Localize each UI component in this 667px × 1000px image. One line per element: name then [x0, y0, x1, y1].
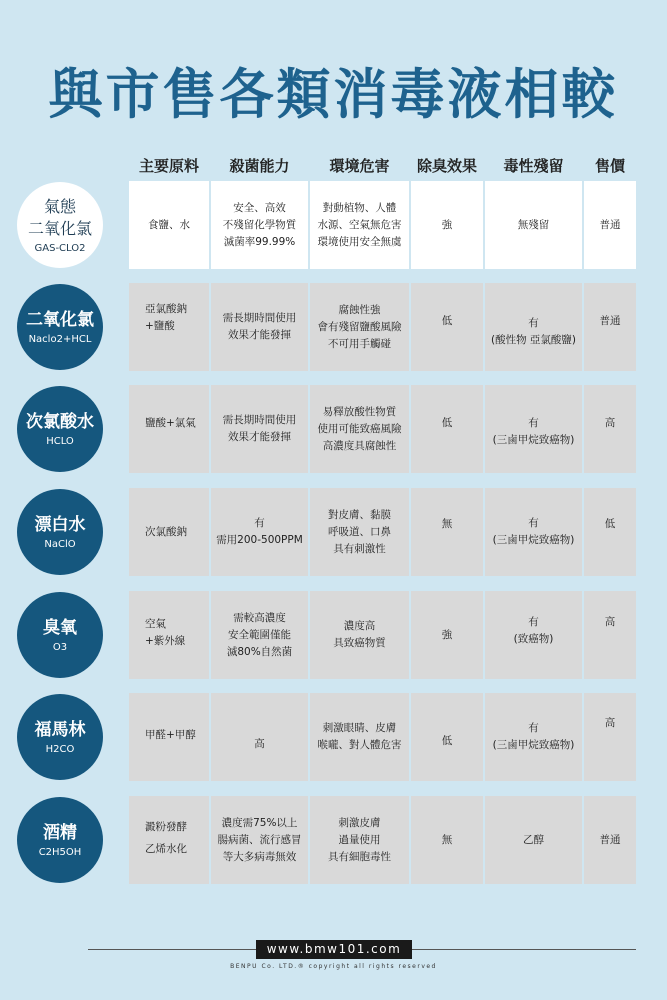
- header-main-ingredients: 主要原料: [138, 157, 199, 175]
- product-circle: [17, 182, 103, 268]
- cell-deodorize: 低: [411, 693, 483, 781]
- cell-ingredients: 亞氯酸鈉 +鹽酸: [129, 283, 209, 371]
- header-toxic-residue: 毒性殘留: [503, 157, 564, 175]
- header-deodorize: 除臭效果: [416, 157, 477, 175]
- cell-environment: 腐蝕性強 會有殘留鹽酸風險 不可用手觸碰: [310, 283, 409, 371]
- product-name: 臭氧: [43, 618, 77, 638]
- table-header: [0, 155, 667, 179]
- header-environment: 環境危害: [329, 157, 390, 175]
- cell-ingredients: 鹽酸+氯氣: [129, 385, 209, 473]
- cell-price: 高: [584, 693, 636, 781]
- product-name: 酒精: [43, 823, 77, 843]
- cell-environment: 濃度高 具致癌物質: [310, 591, 409, 679]
- product-name: 氣態 二氧化氯: [27, 197, 92, 238]
- cell-ingredients: 次氯酸鈉: [129, 488, 209, 576]
- product-formula: HCLO: [46, 436, 74, 447]
- cell-price: 普通: [584, 181, 636, 269]
- cell-environment: 刺激皮膚 過量使用 具有細胞毒性: [310, 796, 409, 884]
- product-formula: C2H5OH: [38, 847, 82, 858]
- cell-residue: 有 (三鹵甲烷致癌物): [485, 488, 582, 576]
- cell-price: 高: [584, 591, 636, 679]
- product-formula: GAS-CLO2: [34, 243, 86, 254]
- table-row: [0, 488, 667, 576]
- product-name: 福馬林: [34, 720, 86, 740]
- product-circle: [17, 797, 103, 883]
- cell-price: 高: [584, 385, 636, 473]
- cell-environment: 對動植物、人體 水源、空氣無危害 環境使用安全無虞: [310, 181, 409, 269]
- cell-price: 低: [584, 488, 636, 576]
- cell-ingredients: 甲醛+甲醇: [129, 693, 209, 781]
- header-sterilization: 殺菌能力: [229, 157, 290, 175]
- cell-price: 普通: [584, 796, 636, 884]
- cell-deodorize: 無: [411, 796, 483, 884]
- table-row: [0, 181, 667, 269]
- cell-sterilization: 需較高濃度 安全範圍僅能 滅80%自然菌: [211, 591, 308, 679]
- product-formula: H2CO: [45, 744, 75, 755]
- cell-residue: 乙醇: [485, 796, 582, 884]
- table-row: [0, 283, 667, 371]
- product-circle: [17, 592, 103, 678]
- cell-residue: 無殘留: [485, 181, 582, 269]
- product-name: 二氧化氯: [26, 310, 94, 330]
- cell-environment: 刺激眼睛、皮膚 喉嚨、對人體危害: [310, 693, 409, 781]
- cell-ingredients: 空氣 +紫外線: [129, 591, 209, 679]
- product-formula: O3: [52, 642, 68, 653]
- cell-sterilization: 安全、高效 不殘留化學物質 滅菌率99.99%: [211, 181, 308, 269]
- page-title: 與市售各類消毒液相較: [48, 63, 619, 126]
- website-link[interactable]: www.bmw101.com: [256, 940, 412, 959]
- table-row: [0, 385, 667, 473]
- cell-residue: 有 (酸性物 亞氯酸鹽): [485, 283, 582, 371]
- cell-sterilization: 需長期時間使用 效果才能發揮: [211, 385, 308, 473]
- product-circle: [17, 489, 103, 575]
- cell-sterilization: 需長期時間使用 效果才能發揮: [211, 283, 308, 371]
- copyright-text: BENPU Co. LTD.® copyright all rights reserved: [230, 963, 437, 970]
- product-name: 漂白水: [34, 515, 86, 535]
- cell-sterilization: 濃度需75%以上 腸病菌、流行感冒 等大多病毒無效: [211, 796, 308, 884]
- product-circle: [17, 386, 103, 472]
- product-formula: Naclo2+HCL: [28, 334, 92, 345]
- cell-deodorize: 強: [411, 591, 483, 679]
- table-row: [0, 693, 667, 781]
- cell-deodorize: 強: [411, 181, 483, 269]
- cell-environment: 對皮膚、黏膜 呼吸道、口鼻 具有刺激性: [310, 488, 409, 576]
- product-name: 次氯酸水: [26, 412, 94, 432]
- cell-residue: 有 (致癌物): [485, 591, 582, 679]
- header-price: 售價: [594, 157, 625, 175]
- cell-deodorize: 無: [411, 488, 483, 576]
- cell-sterilization: 有 需用200-500PPM: [211, 488, 308, 576]
- table-row: [0, 591, 667, 679]
- cell-sterilization: 高: [211, 693, 308, 781]
- product-formula: NaClO: [44, 539, 76, 550]
- cell-ingredients: 澱粉發酵 乙烯水化: [129, 796, 209, 884]
- cell-ingredients: 食鹽、水: [129, 181, 209, 269]
- product-circle: [17, 694, 103, 780]
- cell-residue: 有 (三鹵甲烷致癌物): [485, 385, 582, 473]
- cell-environment: 易釋放酸性物質 使用可能致癌風險 高濃度具腐蝕性: [310, 385, 409, 473]
- cell-deodorize: 低: [411, 283, 483, 371]
- table-row: [0, 796, 667, 884]
- cell-deodorize: 低: [411, 385, 483, 473]
- cell-price: 普通: [584, 283, 636, 371]
- cell-residue: 有 (三鹵甲烷致癌物): [485, 693, 582, 781]
- product-circle: [17, 284, 103, 370]
